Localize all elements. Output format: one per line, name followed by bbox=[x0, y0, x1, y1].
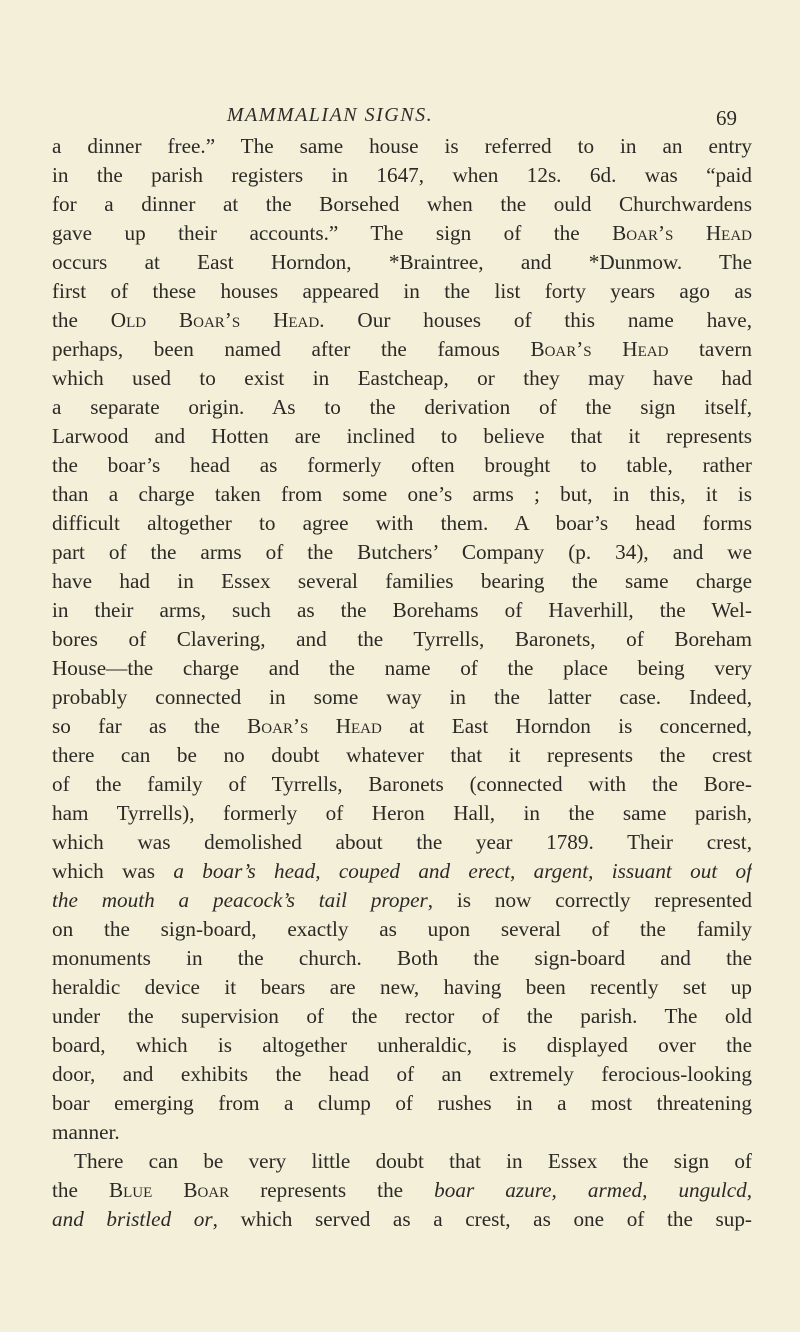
body-text bbox=[52, 132, 752, 1234]
styled-phrase: boar azure, armed, ungulcd, bbox=[434, 1178, 752, 1202]
line-text: There can be very little doubt that in Essex the sign of bbox=[74, 1149, 752, 1173]
text-line bbox=[52, 1147, 752, 1176]
line-text: part of the arms of the Butchers’ Company (p. 34), and we bbox=[52, 540, 752, 564]
line-text: for a dinner at the Borsehed when the ould Churchwardens bbox=[52, 192, 752, 216]
line-text: of the family of Tyrrells, Baronets (connected with the Bore- bbox=[52, 772, 752, 796]
line-fragment: tavern bbox=[668, 337, 752, 361]
line-fragment: . Our houses of this name have, bbox=[319, 308, 752, 332]
line-fragment: the bbox=[52, 1178, 109, 1202]
styled-phrase: Boar’s Head bbox=[247, 714, 382, 738]
line-text: bores of Clavering, and the Tyrrells, Baronets, of Boreham bbox=[52, 627, 752, 651]
line-text: there can be no doubt whatever that it represents the crest bbox=[52, 743, 752, 767]
styled-phrase: and bristled or bbox=[52, 1207, 213, 1231]
line-text: on the sign-board, exactly as upon several of the family bbox=[52, 917, 752, 941]
text-line bbox=[52, 683, 752, 712]
line-text: a separate origin. As to the derivation of the sign itself, bbox=[52, 395, 752, 419]
line-text: have had in Essex several families bearing the same charge bbox=[52, 569, 752, 593]
text-line bbox=[52, 915, 752, 944]
line-fragment: , which served as a crest, as one of the sup- bbox=[212, 1207, 752, 1231]
text-line bbox=[52, 625, 752, 654]
text-line bbox=[52, 1176, 752, 1205]
line-fragment: gave up their accounts.” The sign of the bbox=[52, 221, 613, 245]
text-line bbox=[52, 451, 752, 480]
line-fragment: which was bbox=[52, 859, 174, 883]
text-line bbox=[52, 712, 752, 741]
text-line bbox=[52, 1060, 752, 1089]
line-text: probably connected in some way in the latter case. Indeed, bbox=[52, 685, 752, 709]
text-line bbox=[52, 422, 752, 451]
line-text: in the parish registers in 1647, when 12s. 6d. was “paid bbox=[52, 163, 752, 187]
text-line bbox=[52, 538, 752, 567]
text-line bbox=[52, 741, 752, 770]
line-text: under the supervision of the rector of the parish. The old bbox=[52, 1004, 752, 1028]
text-line bbox=[52, 567, 752, 596]
line-text: monuments in the church. Both the sign-board and the bbox=[52, 946, 752, 970]
text-line bbox=[52, 219, 752, 248]
line-text: boar emerging from a clump of rushes in a most threatening bbox=[52, 1091, 752, 1115]
text-line bbox=[52, 335, 752, 364]
styled-phrase: Blue Boar bbox=[108, 1178, 230, 1202]
styled-phrase: Boar’s Head bbox=[530, 337, 669, 361]
text-line bbox=[52, 1002, 752, 1031]
line-text: Larwood and Hotten are inclined to believe that it represents bbox=[52, 424, 752, 448]
text-line bbox=[52, 248, 752, 277]
running-title: MAMMALIAN SIGNS. bbox=[226, 104, 434, 126]
styled-phrase: a boar’s head, couped and erect, argent, issuant out of bbox=[173, 859, 752, 883]
text-line bbox=[52, 973, 752, 1002]
text-line bbox=[52, 132, 752, 161]
text-line bbox=[52, 886, 752, 915]
line-text: House—the charge and the name of the place being very bbox=[52, 656, 752, 680]
text-line bbox=[52, 277, 752, 306]
text-line bbox=[52, 596, 752, 625]
line-fragment: represents the bbox=[229, 1178, 435, 1202]
line-fragment: perhaps, been named after the famous bbox=[52, 337, 531, 361]
line-text: heraldic device it bears are new, having been recently set up bbox=[52, 975, 752, 999]
text-line bbox=[52, 828, 752, 857]
text-line bbox=[52, 393, 752, 422]
line-text: occurs at East Horndon, *Braintree, and *Dunmow. The bbox=[52, 250, 752, 274]
text-line bbox=[52, 306, 752, 335]
text-line bbox=[52, 509, 752, 538]
styled-phrase: the mouth a peacock’s tail proper bbox=[52, 888, 428, 912]
text-line bbox=[52, 161, 752, 190]
line-text: ham Tyrrells), formerly of Heron Hall, in the same parish, bbox=[52, 801, 752, 825]
styled-phrase: Old Boar’s Head bbox=[110, 308, 320, 332]
line-fragment: at East Horndon is concerned, bbox=[381, 714, 752, 738]
text-line bbox=[52, 770, 752, 799]
text-line bbox=[52, 1031, 752, 1060]
line-text: which was demolished about the year 1789. Their crest, bbox=[52, 830, 752, 854]
text-line bbox=[52, 857, 752, 886]
line-text: first of these houses appeared in the list forty years ago as bbox=[52, 279, 752, 303]
running-head bbox=[0, 104, 800, 134]
line-text: which used to exist in Eastcheap, or they may have had bbox=[52, 366, 752, 390]
text-line bbox=[52, 944, 752, 973]
text-line bbox=[52, 480, 752, 509]
text-line bbox=[52, 654, 752, 683]
text-line bbox=[52, 799, 752, 828]
line-text: a dinner free.” The same house is referred to in an entry bbox=[52, 134, 752, 158]
text-line bbox=[52, 364, 752, 393]
line-fragment: so far as the bbox=[52, 714, 248, 738]
line-fragment: the bbox=[52, 308, 111, 332]
text-line bbox=[52, 190, 752, 219]
line-text: board, which is altogether unheraldic, is displayed over the bbox=[52, 1033, 752, 1057]
text-line bbox=[52, 1118, 752, 1147]
text-line bbox=[52, 1205, 752, 1234]
page-number: 69 bbox=[716, 106, 737, 130]
line-text: in their arms, such as the Borehams of Haverhill, the Wel- bbox=[52, 598, 752, 622]
line-fragment: , is now correctly represented bbox=[427, 888, 752, 912]
line-text: than a charge taken from some one’s arms ; but, in this, it is bbox=[52, 482, 752, 506]
line-text: manner. bbox=[52, 1120, 120, 1144]
line-text: difficult altogether to agree with them. A boar’s head forms bbox=[52, 511, 752, 535]
styled-phrase: Boar’s Head bbox=[612, 221, 752, 245]
line-text: door, and exhibits the head of an extremely ferocious-looking bbox=[52, 1062, 752, 1086]
text-line bbox=[52, 1089, 752, 1118]
line-text: the boar’s head as formerly often brought to table, rather bbox=[52, 453, 752, 477]
